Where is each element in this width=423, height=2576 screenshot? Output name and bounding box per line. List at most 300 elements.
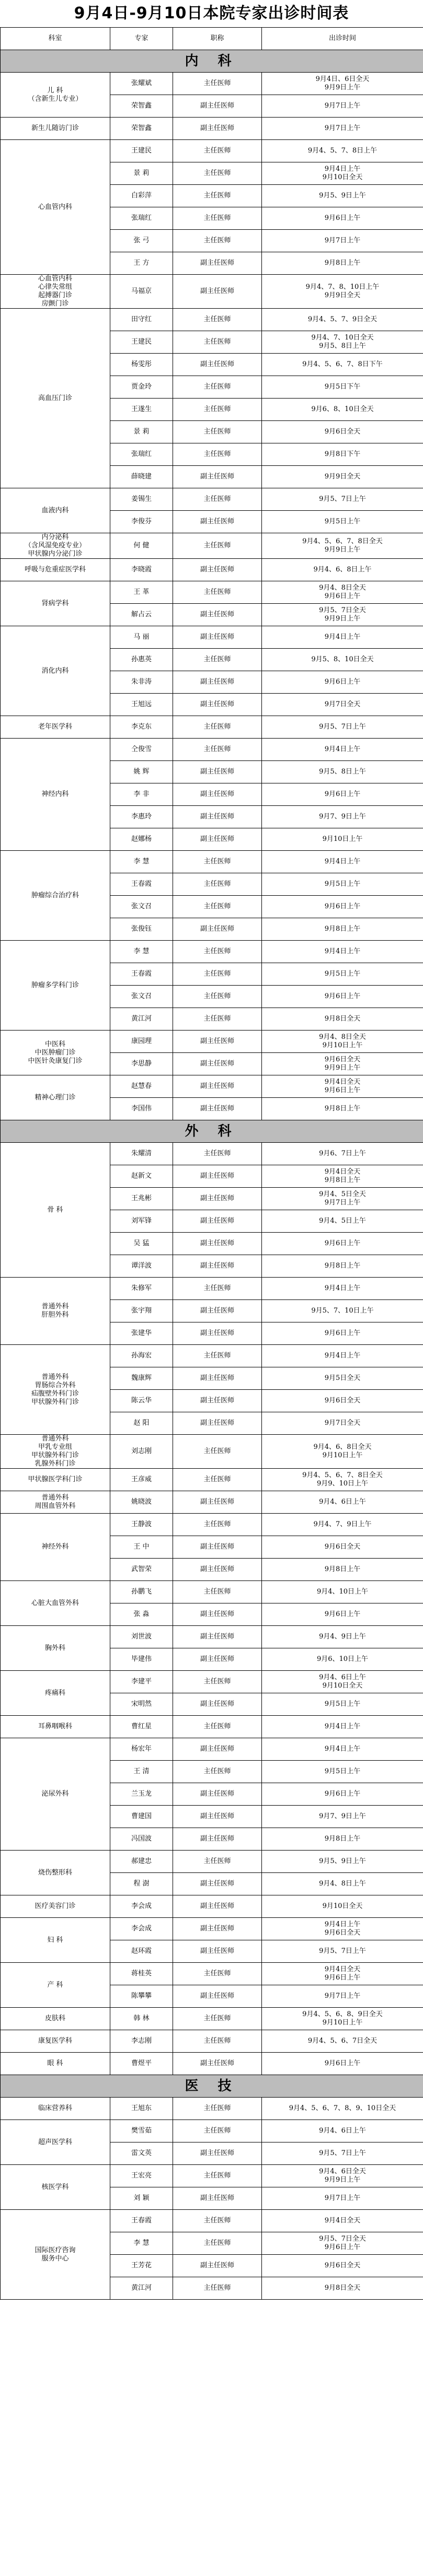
expert-cell: 张瑞红 xyxy=(110,207,173,230)
dept-cell: 疼痛科 xyxy=(1,1671,110,1716)
table-row xyxy=(1,1716,423,1738)
schedule-cell: 9月4日上午 9月10日全天 xyxy=(262,162,423,185)
header-dept: 科室 xyxy=(1,28,110,50)
table-row xyxy=(1,1469,423,1491)
section-title: 医 技 xyxy=(1,2075,423,2098)
table-row xyxy=(1,581,423,604)
schedule-cell: 9月4、7、10日全天 9月5、8日上午 xyxy=(262,331,423,354)
expert-cell: 李思静 xyxy=(110,1053,173,1075)
table-row xyxy=(1,1435,423,1469)
schedule-cell: 9月5、7日上午 xyxy=(262,1940,423,1963)
expert-cell: 王建民 xyxy=(110,140,173,162)
dept-cell: 心血管内科 心律失常组 起搏器门诊 房颤门诊 xyxy=(1,275,110,309)
expert-cell: 雷文英 xyxy=(110,2142,173,2165)
expert-cell: 李建平 xyxy=(110,1671,173,1693)
title-cell: 主任医师 xyxy=(173,1278,262,1300)
expert-cell: 李 慧 xyxy=(110,941,173,963)
title-cell: 主任医师 xyxy=(173,2098,262,2120)
dept-cell: 新生儿随访门诊 xyxy=(1,118,110,140)
title-cell: 副主任医师 xyxy=(173,626,262,649)
dept-cell: 骨 科 xyxy=(1,1143,110,1278)
expert-cell: 王春霞 xyxy=(110,963,173,986)
title-cell: 主任医师 xyxy=(173,2030,262,2053)
schedule-cell: 9月4日全天 9月6日上午 xyxy=(262,1075,423,1098)
schedule-cell: 9月4日上午 9月6日全天 xyxy=(262,1918,423,1940)
schedule-cell: 9月4、5、6、8、9日全天 9月10日上午 xyxy=(262,2008,423,2030)
expert-cell: 李会成 xyxy=(110,1895,173,1918)
schedule-cell: 9月6、7日上午 xyxy=(262,1143,423,1165)
expert-cell: 王建民 xyxy=(110,331,173,354)
dept-cell: 医疗美容门诊 xyxy=(1,1895,110,1918)
title-cell: 副主任医师 xyxy=(173,95,262,118)
dept-cell: 肿瘤多学科门诊 xyxy=(1,941,110,1031)
schedule-cell: 9月4、5日全天 9月7日上午 xyxy=(262,1188,423,1210)
schedule-cell: 9月6、10日上午 xyxy=(262,1648,423,1671)
title-cell: 副主任医师 xyxy=(173,1255,262,1278)
title-cell: 主任医师 xyxy=(173,162,262,185)
title-cell: 副主任医师 xyxy=(173,761,262,783)
dept-cell: 康复医学科 xyxy=(1,2030,110,2053)
title-cell: 主任医师 xyxy=(173,399,262,421)
title-cell: 副主任医师 xyxy=(173,1390,262,1412)
table-row xyxy=(1,559,423,581)
expert-cell: 张瑞红 xyxy=(110,443,173,466)
title-cell: 主任医师 xyxy=(173,185,262,207)
schedule-cell: 9月7日上午 xyxy=(262,1985,423,2008)
expert-cell: 李晓霞 xyxy=(110,559,173,581)
title-cell: 主任医师 xyxy=(173,1435,262,1469)
schedule-cell: 9月7日上午 xyxy=(262,95,423,118)
title-cell: 主任医师 xyxy=(173,140,262,162)
dept-cell: 肾病学科 xyxy=(1,581,110,626)
dept-cell: 中医科 中医肿瘤门诊 中医针灸康复门诊 xyxy=(1,1031,110,1075)
expert-cell: 王静波 xyxy=(110,1514,173,1536)
title-cell: 副主任医师 xyxy=(173,252,262,275)
expert-cell: 刘世波 xyxy=(110,1626,173,1648)
expert-cell: 李 慧 xyxy=(110,2232,173,2255)
schedule-cell: 9月4、6、8日全天 9月10日上午 xyxy=(262,1435,423,1469)
expert-cell: 姚 辉 xyxy=(110,761,173,783)
title-cell: 主任医师 xyxy=(173,1345,262,1367)
schedule-cell: 9月7日上午 xyxy=(262,118,423,140)
table-row xyxy=(1,941,423,963)
table-row xyxy=(1,1345,423,1367)
expert-cell: 王芳花 xyxy=(110,2255,173,2277)
schedule-cell: 9月4日上午 xyxy=(262,851,423,873)
table-row xyxy=(1,1491,423,1514)
schedule-cell: 9月5日全天 xyxy=(262,1367,423,1390)
schedule-cell: 9月4日上午 xyxy=(262,626,423,649)
title-cell: 主任医师 xyxy=(173,331,262,354)
table-row xyxy=(1,1671,423,1693)
schedule-cell: 9月7、9日上午 xyxy=(262,1806,423,1828)
title-cell: 副主任医师 xyxy=(173,1491,262,1514)
expert-cell: 张文召 xyxy=(110,986,173,1008)
section-title: 外 科 xyxy=(1,1120,423,1143)
table-row xyxy=(1,140,423,162)
expert-cell: 王旭东 xyxy=(110,2098,173,2120)
title-cell: 副主任医师 xyxy=(173,1367,262,1390)
table-row xyxy=(1,2120,423,2142)
expert-cell: 刘 颖 xyxy=(110,2187,173,2210)
expert-cell: 张建华 xyxy=(110,1322,173,1345)
title-cell: 主任医师 xyxy=(173,1963,262,1985)
title-cell: 副主任医师 xyxy=(173,1738,262,1761)
expert-cell: 曹红星 xyxy=(110,1716,173,1738)
table-row xyxy=(1,1918,423,1940)
expert-cell: 张文召 xyxy=(110,896,173,918)
schedule-cell: 9月4、5、6、7、8日全天 9月9、10日上午 xyxy=(262,1469,423,1491)
title-cell: 主任医师 xyxy=(173,581,262,604)
dept-cell: 血液内科 xyxy=(1,488,110,533)
title-cell: 副主任医师 xyxy=(173,1985,262,2008)
schedule-cell: 9月7日全天 xyxy=(262,694,423,716)
dept-cell: 心脏大血管外科 xyxy=(1,1581,110,1626)
title-cell: 主任医师 xyxy=(173,309,262,331)
schedule-cell: 9月8日上午 xyxy=(262,1255,423,1278)
expert-cell: 王兆彬 xyxy=(110,1188,173,1210)
dept-cell: 胸外科 xyxy=(1,1626,110,1671)
expert-cell: 谭洋波 xyxy=(110,1255,173,1278)
schedule-cell: 9月6日上午 xyxy=(262,1233,423,1255)
schedule-cell: 9月4、8日全天 9月10日上午 xyxy=(262,1031,423,1053)
schedule-cell: 9月8日全天 xyxy=(262,2277,423,2300)
schedule-cell: 9月4、7、8、10日上午 9月9日全天 xyxy=(262,275,423,309)
title-cell: 主任医师 xyxy=(173,716,262,739)
expert-cell: 赵娜杨 xyxy=(110,828,173,851)
title-cell: 主任医师 xyxy=(173,1716,262,1738)
title-cell: 主任医师 xyxy=(173,1008,262,1031)
title-cell: 副主任医师 xyxy=(173,828,262,851)
title-cell: 副主任医师 xyxy=(173,1828,262,1851)
title-cell: 主任医师 xyxy=(173,739,262,761)
schedule-cell: 9月4日全天 9月6日上午 xyxy=(262,1963,423,1985)
title-cell: 副主任医师 xyxy=(173,1300,262,1322)
title-cell: 主任医师 xyxy=(173,1469,262,1491)
schedule-cell: 9月4日、6日全天 9月9日上午 xyxy=(262,73,423,95)
expert-cell: 康园理 xyxy=(110,1031,173,1053)
schedule-cell: 9月5日上午 xyxy=(262,511,423,533)
title-cell: 副主任医师 xyxy=(173,1873,262,1895)
table-row xyxy=(1,2098,423,2120)
dept-cell: 精神心理门诊 xyxy=(1,1075,110,1120)
expert-cell: 吴 猛 xyxy=(110,1233,173,1255)
schedule-cell: 9月4、10日上午 xyxy=(262,1581,423,1603)
title-cell: 主任医师 xyxy=(173,2008,262,2030)
expert-cell: 王春霞 xyxy=(110,2210,173,2232)
title-cell: 副主任医师 xyxy=(173,1603,262,1626)
title-cell: 副主任医师 xyxy=(173,806,262,828)
expert-cell: 荣智鑫 xyxy=(110,95,173,118)
expert-cell: 王遂生 xyxy=(110,399,173,421)
dept-cell: 耳鼻咽喉科 xyxy=(1,1716,110,1738)
expert-cell: 黄江河 xyxy=(110,2277,173,2300)
title-cell: 主任医师 xyxy=(173,1671,262,1693)
expert-cell: 田守红 xyxy=(110,309,173,331)
dept-cell: 泌尿外科 xyxy=(1,1738,110,1851)
expert-cell: 曹建国 xyxy=(110,1806,173,1828)
title-cell: 主任医师 xyxy=(173,873,262,896)
dept-cell: 儿 科 （含新生儿专业） xyxy=(1,73,110,118)
schedule-cell: 9月6日全天 xyxy=(262,1390,423,1412)
schedule-cell: 9月6日上午 xyxy=(262,1603,423,1626)
title-cell: 主任医师 xyxy=(173,2165,262,2187)
table-row xyxy=(1,488,423,511)
schedule-cell: 9月6日上午 xyxy=(262,1783,423,1806)
schedule-cell: 9月7日全天 xyxy=(262,1412,423,1435)
expert-cell: 王 清 xyxy=(110,1761,173,1783)
table-row xyxy=(1,533,423,559)
schedule-cell: 9月8日全天 xyxy=(262,1008,423,1031)
table-row xyxy=(1,1738,423,1761)
expert-cell: 马 丽 xyxy=(110,626,173,649)
schedule-cell: 9月4日上午 xyxy=(262,941,423,963)
schedule-cell: 9月5日下午 xyxy=(262,376,423,399)
expert-cell: 蒋桂英 xyxy=(110,1963,173,1985)
expert-cell: 仝俊雪 xyxy=(110,739,173,761)
title-cell: 副主任医师 xyxy=(173,118,262,140)
schedule-cell: 9月6日上午 xyxy=(262,896,423,918)
schedule-cell: 9月5日上午 xyxy=(262,963,423,986)
table-row xyxy=(1,1514,423,1536)
dept-cell: 核医学科 xyxy=(1,2165,110,2210)
schedule-cell: 9月4日上午 xyxy=(262,1345,423,1367)
expert-cell: 黄江河 xyxy=(110,1008,173,1031)
schedule-cell: 9月4、5、6、7、8日全天 9月9日上午 xyxy=(262,533,423,559)
schedule-table xyxy=(0,27,423,2300)
dept-cell: 老年医学科 xyxy=(1,716,110,739)
expert-cell: 王 方 xyxy=(110,252,173,275)
expert-cell: 魏康辉 xyxy=(110,1367,173,1390)
schedule-cell: 9月5、7日上午 xyxy=(262,716,423,739)
page-title: 9月4日-9月10日本院专家出诊时间表 xyxy=(74,4,349,22)
expert-cell: 李国伟 xyxy=(110,1098,173,1120)
title-cell: 副主任医师 xyxy=(173,1053,262,1075)
expert-cell: 何 健 xyxy=(110,533,173,559)
dept-cell: 内分泌科 （含风湿免疫专业） 甲状腺内分泌门诊 xyxy=(1,533,110,559)
table-row xyxy=(1,1963,423,1985)
dept-cell: 普通外科 胃肠综合外科 疝腹壁外科门诊 甲状腺外科门诊 xyxy=(1,1345,110,1435)
title-cell: 副主任医师 xyxy=(173,1412,262,1435)
header-expert: 专家 xyxy=(110,28,173,50)
expert-cell: 马福京 xyxy=(110,275,173,309)
table-row xyxy=(1,739,423,761)
title-cell: 副主任医师 xyxy=(173,694,262,716)
schedule-cell: 9月6日上午 xyxy=(262,207,423,230)
expert-cell: 杨宏年 xyxy=(110,1738,173,1761)
expert-cell: 王 中 xyxy=(110,1536,173,1559)
table-row xyxy=(1,2165,423,2187)
table-row xyxy=(1,1626,423,1648)
schedule-cell: 9月5、9日上午 xyxy=(262,1851,423,1873)
expert-cell: 王彦威 xyxy=(110,1469,173,1491)
title-cell: 副主任医师 xyxy=(173,1098,262,1120)
table-row xyxy=(1,118,423,140)
title-cell: 主任医师 xyxy=(173,421,262,443)
schedule-cell: 9月5日上午 xyxy=(262,1761,423,1783)
expert-cell: 毕建伟 xyxy=(110,1648,173,1671)
expert-cell: 薛晓建 xyxy=(110,466,173,488)
expert-cell: 赵新文 xyxy=(110,1165,173,1188)
dept-cell: 呼吸与危重症医学科 xyxy=(1,559,110,581)
schedule-body xyxy=(1,50,423,2300)
schedule-cell: 9月7、9日上午 xyxy=(262,806,423,828)
title-cell: 副主任医师 xyxy=(173,1806,262,1828)
schedule-cell: 9月5、7日全天 9月6日上午 xyxy=(262,2232,423,2255)
title-cell: 主任医师 xyxy=(173,2232,262,2255)
title-cell: 主任医师 xyxy=(173,230,262,252)
title-cell: 主任医师 xyxy=(173,1761,262,1783)
table-row xyxy=(1,1895,423,1918)
title-cell: 副主任医师 xyxy=(173,1693,262,1716)
schedule-cell: 9月4日全天 9月8日上午 xyxy=(262,1165,423,1188)
dept-cell: 产 科 xyxy=(1,1963,110,2008)
schedule-cell: 9月6日上午 xyxy=(262,2053,423,2075)
title-cell: 主任医师 xyxy=(173,1514,262,1536)
schedule-cell: 9月6日上午 xyxy=(262,783,423,806)
expert-cell: 樊雪茹 xyxy=(110,2120,173,2142)
title-cell: 主任医师 xyxy=(173,443,262,466)
expert-cell: 陈攀攀 xyxy=(110,1985,173,2008)
schedule-cell: 9月7日上午 xyxy=(262,230,423,252)
title-cell: 主任医师 xyxy=(173,376,262,399)
expert-cell: 程 澍 xyxy=(110,1873,173,1895)
schedule-cell: 9月4、6日上午 9月10日全天 xyxy=(262,1671,423,1693)
table-row xyxy=(1,626,423,649)
dept-cell: 烧伤整形科 xyxy=(1,1851,110,1895)
expert-cell: 张 淼 xyxy=(110,1603,173,1626)
title-cell: 副主任医师 xyxy=(173,466,262,488)
expert-cell: 李 慧 xyxy=(110,851,173,873)
schedule-cell: 9月8日上午 xyxy=(262,1098,423,1120)
table-row xyxy=(1,2053,423,2075)
title-cell: 副主任医师 xyxy=(173,671,262,694)
table-row xyxy=(1,1851,423,1873)
dept-cell: 普通外科 肝胆外科 xyxy=(1,1278,110,1345)
title-cell: 主任医师 xyxy=(173,488,262,511)
expert-cell: 李克东 xyxy=(110,716,173,739)
schedule-cell: 9月4、6、8日上午 xyxy=(262,559,423,581)
dept-cell: 神经外科 xyxy=(1,1514,110,1581)
expert-cell: 李惠玲 xyxy=(110,806,173,828)
title-cell: 主任医师 xyxy=(173,851,262,873)
title-cell: 主任医师 xyxy=(173,1851,262,1873)
section-header-row xyxy=(1,1120,423,1143)
title-cell: 副主任医师 xyxy=(173,2187,262,2210)
expert-cell: 贾金玲 xyxy=(110,376,173,399)
title-cell: 主任医师 xyxy=(173,941,262,963)
dept-cell: 高血压门诊 xyxy=(1,309,110,488)
title-cell: 副主任医师 xyxy=(173,2053,262,2075)
section-title: 内 科 xyxy=(1,50,423,73)
expert-cell: 赵环霞 xyxy=(110,1940,173,1963)
title-cell: 主任医师 xyxy=(173,896,262,918)
table-row xyxy=(1,275,423,309)
expert-cell: 赵慧春 xyxy=(110,1075,173,1098)
title-cell: 副主任医师 xyxy=(173,604,262,626)
dept-cell: 肿瘤综合治疗科 xyxy=(1,851,110,941)
schedule-cell: 9月4日上午 xyxy=(262,739,423,761)
header-row xyxy=(1,28,423,50)
schedule-cell: 9月4、9日上午 xyxy=(262,1626,423,1648)
table-row xyxy=(1,2008,423,2030)
schedule-cell: 9月8日上午 xyxy=(262,1828,423,1851)
schedule-cell: 9月8日上午 xyxy=(262,252,423,275)
schedule-cell: 9月4、6日全天 9月9日上午 xyxy=(262,2165,423,2187)
dept-cell: 神经内科 xyxy=(1,739,110,851)
title-cell: 副主任医师 xyxy=(173,2255,262,2277)
table-row xyxy=(1,2210,423,2232)
expert-cell: 朱修军 xyxy=(110,1278,173,1300)
schedule-cell: 9月4、7、9日上午 xyxy=(262,1514,423,1536)
expert-cell: 刘军锋 xyxy=(110,1210,173,1233)
schedule-cell: 9月7日上午 xyxy=(262,2187,423,2210)
expert-cell: 陈云华 xyxy=(110,1390,173,1412)
title-cell: 副主任医师 xyxy=(173,1322,262,1345)
title-cell: 副主任医师 xyxy=(173,275,262,309)
title-cell: 副主任医师 xyxy=(173,1210,262,1233)
schedule-cell: 9月6日上午 xyxy=(262,986,423,1008)
expert-cell: 孙鹏飞 xyxy=(110,1581,173,1603)
table-row xyxy=(1,309,423,331)
schedule-cell: 9月6日全天 xyxy=(262,1536,423,1559)
expert-cell: 解占云 xyxy=(110,604,173,626)
schedule-cell: 9月4日全天 xyxy=(262,2210,423,2232)
expert-cell: 宋明然 xyxy=(110,1693,173,1716)
title-cell: 主任医师 xyxy=(173,963,262,986)
title-cell: 主任医师 xyxy=(173,1143,262,1165)
expert-cell: 李志刚 xyxy=(110,2030,173,2053)
dept-cell: 心血管内科 xyxy=(1,140,110,275)
table-row xyxy=(1,1143,423,1165)
expert-cell: 韩 林 xyxy=(110,2008,173,2030)
dept-cell: 甲状腺医学科门诊 xyxy=(1,1469,110,1491)
title-cell: 主任医师 xyxy=(173,73,262,95)
table-row xyxy=(1,73,423,95)
table-row xyxy=(1,851,423,873)
schedule-cell: 9月5、7、10日上午 xyxy=(262,1300,423,1322)
schedule-cell: 9月5日上午 xyxy=(262,873,423,896)
schedule-cell: 9月6日全天 xyxy=(262,421,423,443)
dept-cell: 消化内科 xyxy=(1,626,110,716)
expert-cell: 孙海宏 xyxy=(110,1345,173,1367)
schedule-cell: 9月4、5、6、7日全天 xyxy=(262,2030,423,2053)
table-row xyxy=(1,1031,423,1053)
expert-cell: 王宏亮 xyxy=(110,2165,173,2187)
schedule-cell: 9月5、8日上午 xyxy=(262,761,423,783)
schedule-cell: 9月4、5、6、7、8、9、10日全天 xyxy=(262,2098,423,2120)
title-cell: 副主任医师 xyxy=(173,1895,262,1918)
expert-cell: 张俊钰 xyxy=(110,918,173,941)
schedule-cell: 9月4、8日全天 9月6日上午 xyxy=(262,581,423,604)
dept-cell: 超声医学科 xyxy=(1,2120,110,2165)
expert-cell: 曹煜平 xyxy=(110,2053,173,2075)
expert-cell: 朱耀清 xyxy=(110,1143,173,1165)
expert-cell: 姜锡生 xyxy=(110,488,173,511)
schedule-cell: 9月4、5、6、7、8日下午 xyxy=(262,354,423,376)
title-cell: 主任医师 xyxy=(173,1581,262,1603)
schedule-cell: 9月8日下午 xyxy=(262,443,423,466)
expert-cell: 李 非 xyxy=(110,783,173,806)
title-cell: 副主任医师 xyxy=(173,1918,262,1940)
expert-cell: 武智荣 xyxy=(110,1559,173,1581)
expert-cell: 刘志刚 xyxy=(110,1435,173,1469)
schedule-cell: 9月8日上午 xyxy=(262,918,423,941)
title-cell: 副主任医师 xyxy=(173,1075,262,1098)
header-time: 出诊时间 xyxy=(262,28,423,50)
table-row xyxy=(1,1278,423,1300)
title-cell: 主任医师 xyxy=(173,2277,262,2300)
